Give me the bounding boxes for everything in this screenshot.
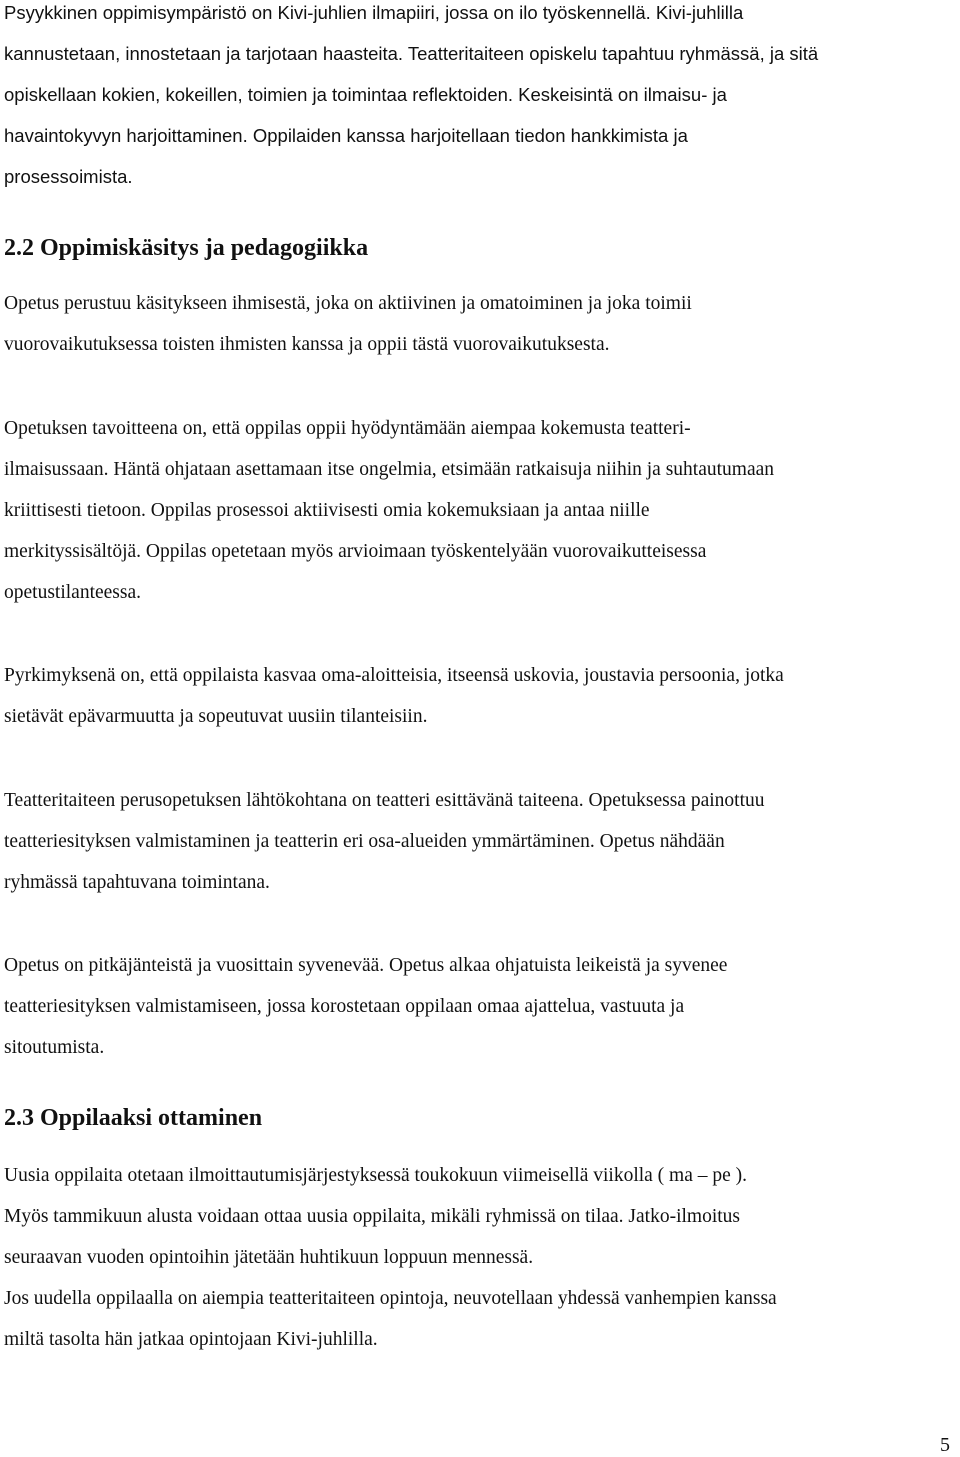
text-line: ilmaisussaan. Häntä ohjataan asettamaan itse ongelmia, etsimään ratkaisuja niihin ja suhtautumaan: [4, 459, 775, 480]
text-line: Myös tammikuun alusta voidaan ottaa uusia oppilaita, mikäli ryhmissä on tilaa. Jatko-ilmoitus: [4, 1206, 741, 1227]
text-line: ryhmässä tapahtuvana toimintana.: [4, 872, 270, 893]
text-line: miltä tasolta hän jatkaa opintojaan Kivi-juhlilla.: [4, 1329, 378, 1350]
text-line: teatteriesityksen valmistaminen ja teatterin eri osa-alueiden ymmärtäminen. Opetus nähdään: [4, 831, 725, 852]
text-line: kannustetaan, innostetaan ja tarjotaan haasteita. Teatteritaiteen opiskelu tapahtuu ryhmässä, ja sitä: [4, 43, 819, 64]
text-line: teatteriesityksen valmistamiseen, jossa korostetaan oppilaan omaa ajattelua, vastuuta ja: [4, 996, 685, 1017]
text-line: Opetus on pitkäjänteistä ja vuosittain syvenevää. Opetus alkaa ohjatuista leikeistä ja syvenee: [4, 955, 728, 976]
paragraph: [4, 1155, 956, 1360]
text-line: prosessoimista.: [4, 166, 133, 187]
text-line: opiskellaan kokien, kokeillen, toimien ja toimintaa reflektoiden. Keskeisintä on ilmaisu- ja: [4, 84, 727, 105]
paragraph: [4, 408, 956, 613]
section-heading-2-3: 2.3 Oppilaaksi ottaminen: [4, 1105, 263, 1131]
text-line: sitoutumista.: [4, 1037, 105, 1058]
text-line: sietävät epävarmuutta ja sopeutuvat uusiin tilanteisiin.: [4, 706, 428, 727]
paragraph: [4, 945, 956, 1068]
text-line: vuorovaikutuksessa toisten ihmisten kanssa ja oppii tästä vuorovaikutuksesta.: [4, 334, 610, 355]
paragraph: [4, 780, 956, 903]
section-heading-2-2: 2.2 Oppimiskäsitys ja pedagogiikka: [4, 235, 369, 261]
text-line: Opetuksen tavoitteena on, että oppilas oppii hyödyntämään aiempaa kokemusta teatteri-: [4, 418, 691, 439]
text-line: havaintokyvyn harjoittaminen. Oppilaiden kanssa harjoitellaan tiedon hankkimista ja: [4, 125, 688, 146]
page-number: 5: [940, 1434, 950, 1456]
text-line: Uusia oppilaita otetaan ilmoittautumisjärjestyksessä toukokuun viimeisellä viikolla ( ma – pe ).: [4, 1165, 748, 1186]
text-line: merkityssisältöjä. Oppilas opetetaan myös arvioimaan työskentelyään vuorovaikutteisessa: [4, 541, 707, 562]
text-line: Teatteritaiteen perusopetuksen lähtökohtana on teatteri esittävänä taiteena. Opetuksessa painottuu: [4, 790, 765, 811]
text-line: Pyrkimyksenä on, että oppilaista kasvaa oma-aloitteisia, itseensä uskovia, joustavia persoonia, jotka: [4, 665, 784, 686]
paragraph: [4, 283, 956, 365]
text-line: opetustilanteessa.: [4, 582, 142, 603]
text-line: seuraavan vuoden opintoihin jätetään huhtikuun loppuun mennessä.: [4, 1247, 534, 1268]
text-line: kriittisesti tietoon. Oppilas prosessoi aktiivisesti omia kokemuksiaan ja antaa niille: [4, 500, 650, 521]
text-line: Psyykkinen oppimisympäristö on Kivi-juhlien ilmapiiri, jossa on ilo työskennellä. Kivi-juhlilla: [4, 2, 744, 23]
paragraph: [4, 655, 956, 737]
text-line: Opetus perustuu käsitykseen ihmisestä, joka on aktiivinen ja omatoiminen ja joka toimii: [4, 293, 692, 314]
text-line: Jos uudella oppilaalla on aiempia teatteritaiteen opintoja, neuvotellaan yhdessä vanhempien kanssa: [4, 1288, 777, 1309]
intro-paragraph: [4, 0, 956, 197]
